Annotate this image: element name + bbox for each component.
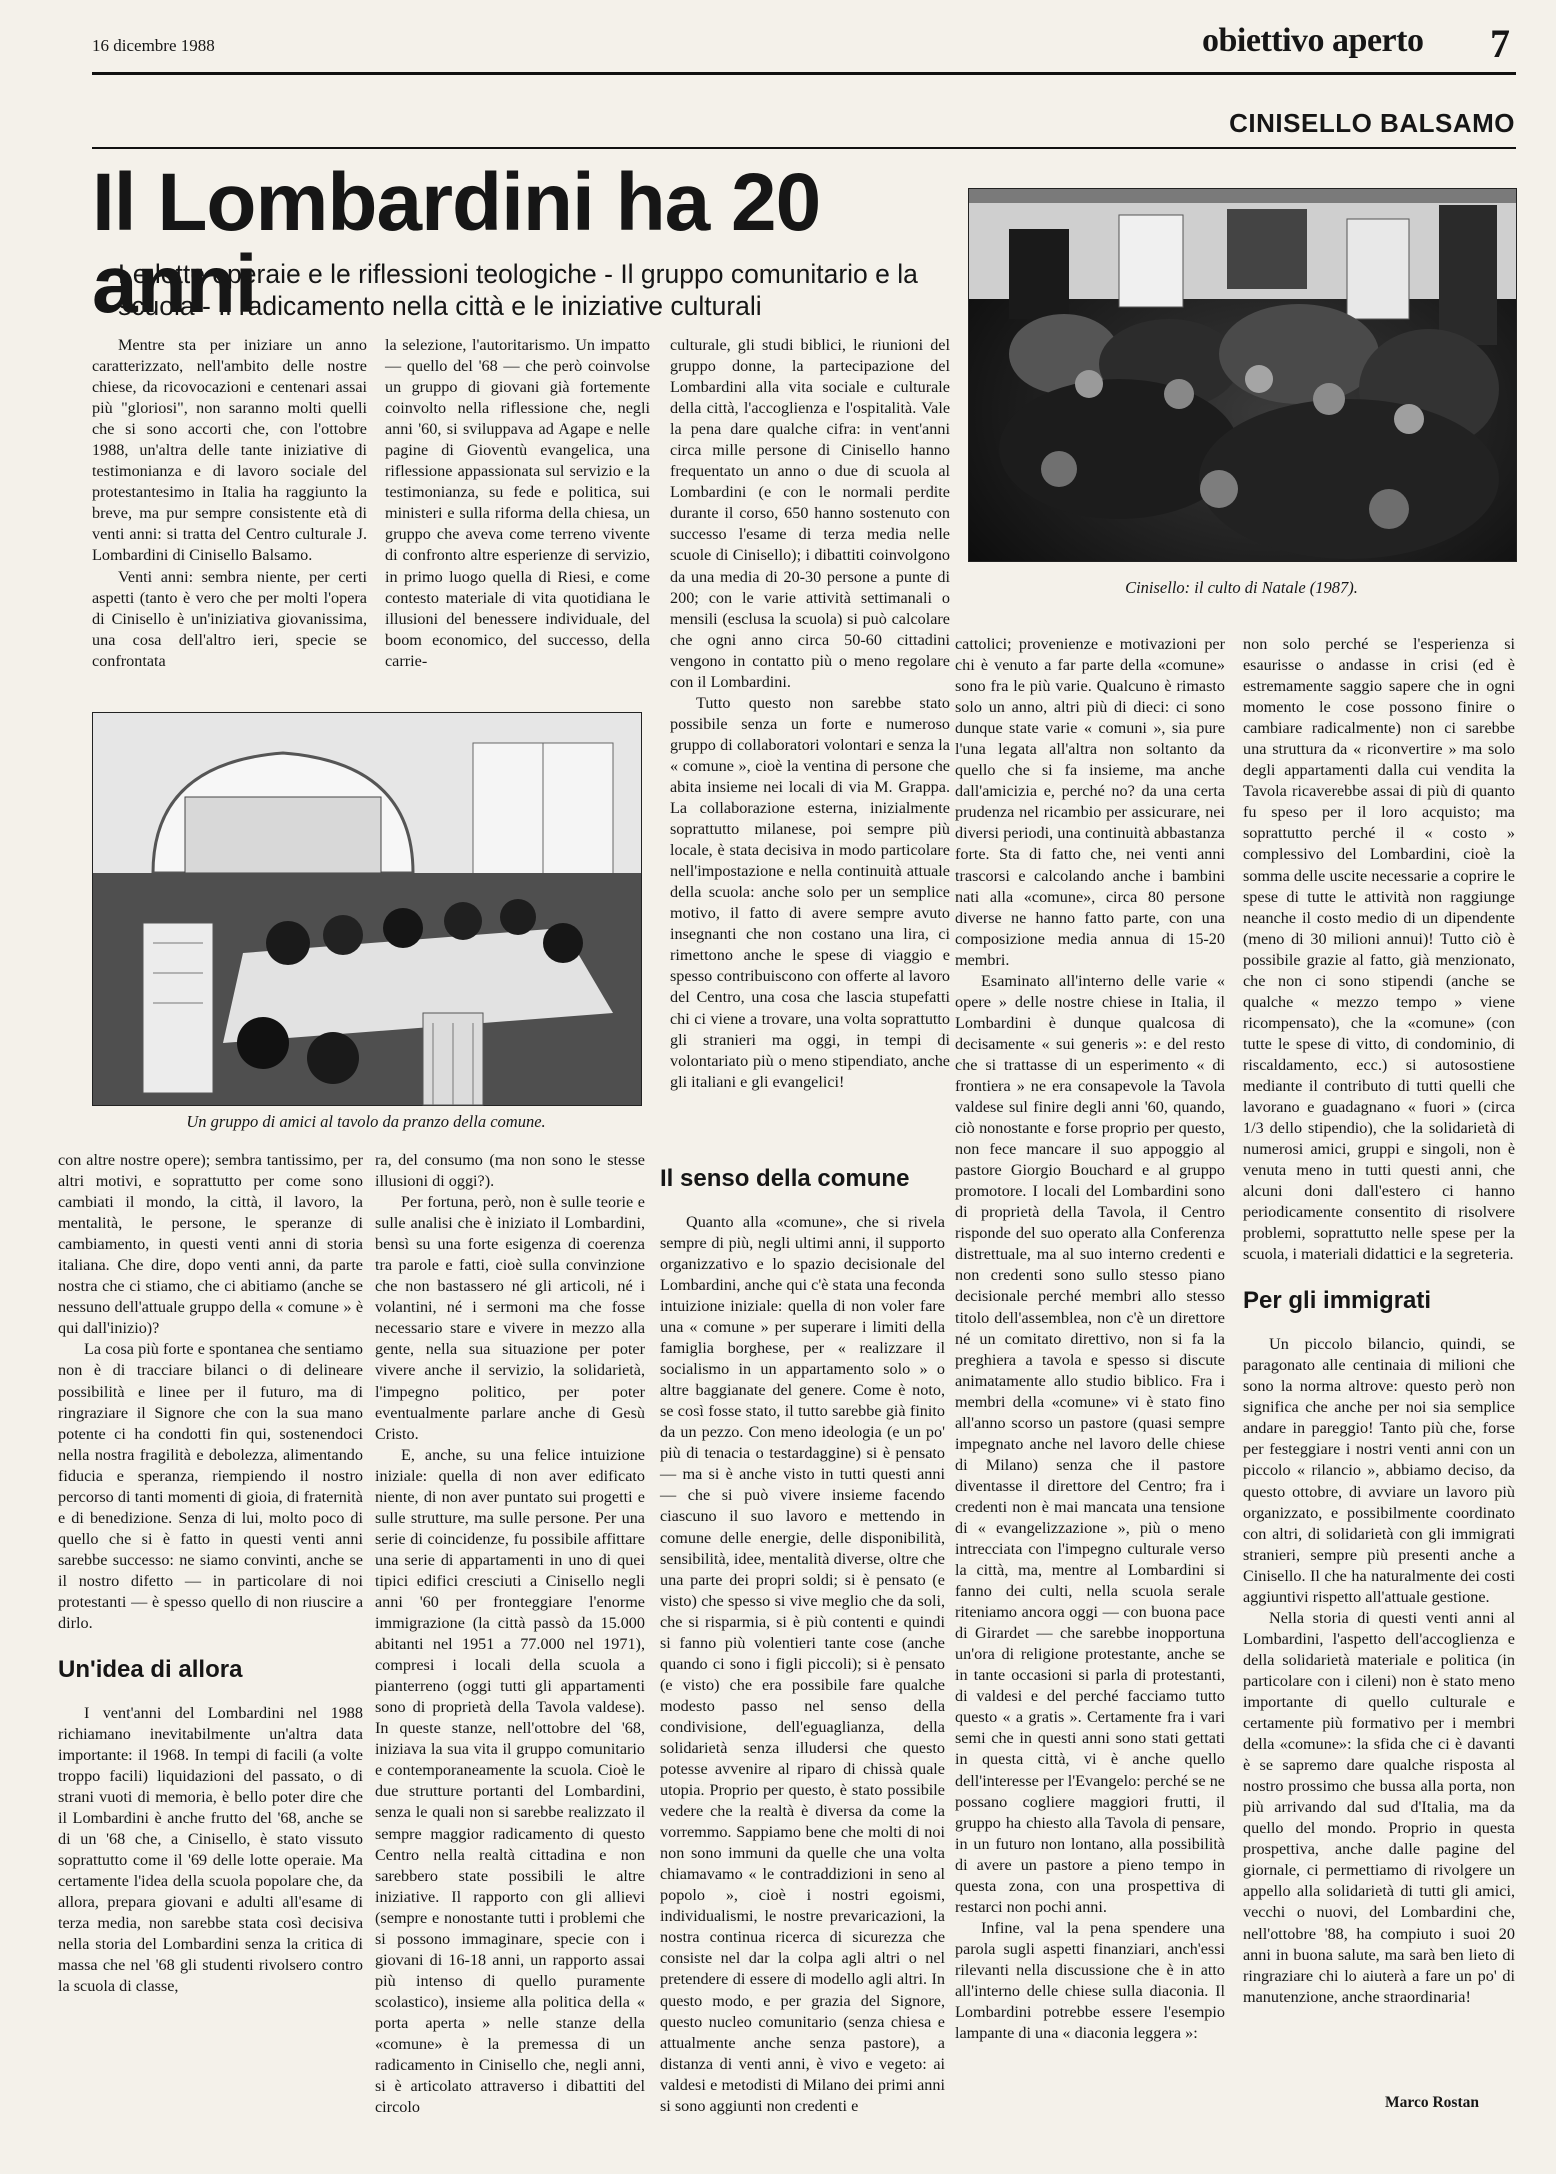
photo-caption-tavolo: Un gruppo di amici al tavolo da pranzo della comune. [186, 1112, 546, 1131]
article-paragraph: cattolici; provenienze e motivazioni per chi è venuto a far parte della «comune» sono fra le più varie. Qualcuno è rimasto solo un anno, altri più di dieci: ci sono dunque state varie « comuni », sia pure l'una legata all'altra non soltanto da quello che si fa insieme, ma anche dall'amicizia e, perché no? da una certa prudenza nel ricambio per assicurare, nei diversi periodi, una continuità abbastanza forte. Sta di fatto che, nei venti anni trascorsi e calcolando anche i bambini nati alla «comune», circa 80 persone diverse ne hanno fatto parte, con una composizione media annua di 15-20 membri. [955, 635, 1225, 969]
article-column-4 [955, 634, 1225, 2094]
article-paragraph: Venti anni: sembra niente, per certi aspetti (tanto è vero che per molti l'opera di Cinisello è un'iniziativa giovanissima, una cosa dell'altro ieri, specie se confrontata [92, 567, 367, 670]
subhead-senso-della-comune: Il senso della comune [660, 1165, 910, 1192]
article-column-2-top [385, 335, 650, 685]
headline: Il Lombardini ha 20 anni [92, 157, 821, 330]
article-column-5 [1243, 634, 1515, 2084]
photo-caption-culto: Cinisello: il culto di Natale (1987). [1125, 578, 1358, 597]
masthead-section-title: obiettivo aperto [1202, 22, 1424, 59]
article-column-1-bottom [58, 1150, 363, 2095]
article-column-3-top [670, 335, 950, 1155]
photo-culto-graphic [969, 189, 1516, 561]
section-kicker: CINISELLO BALSAMO [1229, 108, 1515, 138]
subhead-idea-di-allora: Un'idea di allora [58, 1656, 243, 1684]
masthead-date: 16 dicembre 1988 [92, 36, 215, 55]
article-paragraph: con altre nostre opere); sembra tantissimo, per altri motivi, e soprattutto per come sono cambiati il mondo, la città, il lavoro, la mentalità, le persone, le speranze di cambiamento, in questi venti anni di storia italiana. Che dire, dopo venti anni, da parte nostra che ci stiamo, che ci abitiamo (anche se nessuno dell'attuale gruppo della « comune » è qui dall'inizio)? [58, 1151, 363, 1338]
article-paragraph: I vent'anni del Lombardini nel 1988 richiamano inevitabilmente un'altra data importante: il 1968. In tempi di facili (a volte troppo facili) liquidazioni del passato, o di strani vuoti di memoria, è bello poter dire che il Lombardini è anche frutto del '68, anche se di un '68 che, a Cinisello, è stato vissuto soprattutto come il '69 delle lotte operaie. Ma certamente l'idea della scuola popolare che, da allora, prepara giovani e adulti all'esame di terza media, non sarebbe stata così decisiva nella storia del Lombardini senza la critica di massa che nel '68 gli studenti rivolsero contro la scuola di classe, [58, 1703, 363, 1996]
photo-culto-di-natale [968, 188, 1517, 562]
photo-tavolo-graphic [93, 713, 641, 1105]
article-column-3-bottom [660, 1165, 945, 2115]
article-paragraph: Mentre sta per iniziare un anno caratterizzato, nell'ambito delle nostre chiese, da ricovocazioni e centenari assai più "gloriosi", non saranno molti quelli che si sono accorti che, con l'ottobre 1988, un'altra delle tante iniziative di testimonianza e di lavoro sociale del protestantesimo in Italia ha raggiunto la breve, ma pur sempre consistente età di venti anni: si tratta del Centro culturale J. Lombardini di Cinisello Balsamo. [92, 336, 367, 565]
article-paragraph: Infine, val la pena spendere una parola sugli aspetti finanziari, anch'essi rilevanti nella discussione che è in atto all'interno delle chiese sulla diaconia. Il Lombardini potrebbe essere l'esempio lampante di una « diaconia leggera »: [955, 1918, 1225, 2043]
photo-tavolo-comune [92, 712, 642, 1106]
article-paragraph: non solo perché se l'esperienza si esaurisse o andasse in crisi (ed è estremamente saggio sapere che in ogni momento le cose possono finire o cambiare radicalmente) non ci sarebbe una struttura da « riconvertire » ma solo degli appartamenti dalla cui vendita la Tavola ricaverebbe assai di più di quanto fu speso per il loro acquisto; ma soprattutto perché il « costo » complessivo del Lombardini, cioè la somma delle uscite necessarie a coprire le spese di tutte le attività non raggiunge neanche il costo medio di un dipendente (meno di 30 milioni annui)! Tutto ciò è possibile grazie al fatto, già menzionato, che non ci sono stipendi (anche se qualche « mezzo tempo » viene ricompensato), che la «comune» (con tutte le spese di vitto, di condominio, di riscaldamento, ecc.) si autosostiene mediante il contributo di tutti quelli che lavorano e guadagnano « fuori » (circa 1/3 dello stipendio), che la solidarietà di numerosi amici, gruppi e singoli, non è venuta meno in tutti questi anni, che alcuni doni dall'estero ci hanno periodicamente consentito di risolvere problemi, soprattutto nelle spese per la scuola, i materiali didattici e la segreteria. [1243, 635, 1515, 1264]
deck: Le lotte operaie e le riflessioni teologiche - Il gruppo comunitario e la scuola - Il radicamento nella città e le iniziative culturali [118, 259, 918, 322]
page-number: 7 [1490, 21, 1510, 66]
article-paragraph: culturale, gli studi biblici, le riunioni del gruppo donne, la partecipazione del Lombardini alla vita sociale e culturale della città, l'accoglienza e l'ospitalità. Vale la pena dare qualche cifra: in vent'anni circa mille persone di Cinisello hanno frequentato un anno o due di scuola al Lombardini (e con le normali perdite durante il corso, 650 hanno sostenuto con successo l'esame di terza media nelle scuole di Cinisello); i dibattiti coinvolgono da una media di 20-30 persone a punte di 200; con le varie attività settimanali o mensili (esclusa la scuola) si può calcolare che ogni anno circa 50-60 cittadini vengono in contatto più o meno regolare con il Lombardini. [670, 336, 950, 691]
subhead-per-gli-immigrati: Per gli immigrati [1243, 1287, 1432, 1315]
article-column-1-top [92, 335, 367, 685]
article-paragraph: la selezione, l'autoritarismo. Un impatto — quello del '68 — che però coinvolse un gruppo di giovani già fortemente coinvolto nella riflessione che, negli anni '60, si sviluppava ad Agape e nelle pagine di Gioventù evangelica, una riflessione appassionata sul servizio e la testimonianza, su fede e politica, sui ministeri e sulla riforma della chiesa, un gruppo che aveva come terreno vivente di confronto altre esperienze di servizio, in primo luogo quella di Riesi, e come contesto materiale di vita quotidiana le illusioni del benessere individuale, del boom economico, del successo, della carrie- [385, 336, 650, 670]
article-paragraph: Esaminato all'interno delle varie « opere » delle nostre chiese in Italia, il Lombardini è dunque qualcosa di decisamente « sui generis »: e del resto che si trattasse di un esperimento « di frontiera » ne era consapevole la Tavola valdese sul finire degli anni '60, quando, ciò nonostante e forse proprio per questo, non fece mancare il suo appoggio al pastore Giorgio Bouchard e al gruppo promotore. I locali del Lombardini sono di proprietà della Tavola, il Centro risponde del suo operato alla Conferenza distrettuale, ma al suo interno credenti e non credenti sono sullo stesso piano decisionale perché membri allo stesso titolo dell'assemblea, non c'è un direttore né un comitato direttivo, non si fa la preghiera a tavola e spesso si discute animatamente allo studio biblico. Fra i membri della «comune» vi è stato fino all'anno scorso un pastore (quasi sempre impegnato anche nel lavoro delle chiese di Milano) senza che il pastore diventasse il direttore del Centro; fra i credenti non è mai mancata una tensione di « evangelizzazione », più o meno intrecciata con l'impegno culturale verso la città, ma, mentre al Lombardini si fanno dei culti, nella scuola serale riteniamo ancora oggi — con buona pace di Girardet — che sarebbe inopportuna un'ora di religione protestante, anche se in tante occasioni si parla di protestanti, di valdesi e del perché facciamo tutto questo « a gratis ». Certamente fra i vari semi che in questi anni sono stati gettati in questa città, vi è anche quello dell'interesse per l'Evangelo: perché se ne possano cogliere maggiori frutti, il gruppo ha chiesto alla Tavola di pensare, in un futuro non lontano, alla possibilità di avere un pastore a pieno tempo in questa zona, con una prospettiva di restarci non pochi anni. [955, 971, 1225, 1916]
article-paragraph: E, anche, su una felice intuizione iniziale: quella di non aver edificato niente, di non aver puntato sui progetti e sulle strutture, ma sulle persone. Per una serie di coincidenze, fu possibile affittare una serie di appartamenti in uno di quei tipici edifici cresciuti a Cinisello negli anni '60 per fronteggiare l'enorme immigrazione (la città passò da 15.000 abitanti nel 1951 a 77.000 nel 1971), compresi i locali della scuola a pianterreno (oggi tutti gli appartamenti sono di proprietà della Tavola valdese). In queste stanze, nell'ottobre del '68, iniziava la sua vita il gruppo comunitario e contemporaneamente la scuola. Cioè le due strutture portanti del Lombardini, senza le quali non si sarebbe realizzato il sempre maggior radicamento di questo Centro nella realtà cittadina e non sarebbero state possibili le altre iniziative. Il rapporto con gli allievi (sempre e nonostante tutti i problemi che si possono immaginare, specie con i giovani di 16-18 anni, un rapporto assai più intenso di quello puramente scolastico), insieme alla politica della « porta aperta » nelle stanze della «comune» è la premessa di un radicamento in Cinisello che, negli anni, si è articolato attraverso i dibattiti del circolo [375, 1445, 645, 2117]
article-paragraph: Un piccolo bilancio, quindi, se paragonato alle centinaia di milioni che sono la norma altrove: questo però non significa che anche per noi sia semplice andare in pareggio! Tanto più che, forse per festeggiare i nostri venti anni con un piccolo « rilancio », abbiamo deciso, da questo ottobre, di avviare un lavoro più organizzato, e possibilmente coordinato con altri, di solidarietà con gli immigrati stranieri, sempre più presenti anche a Cinisello. Il che ha naturalmente dei costi aggiuntivi rispetto all'attuale gestione. [1243, 1335, 1515, 1606]
article-paragraph: Per fortuna, però, non è sulle teorie e sulle analisi che è iniziato il Lombardini, bensì su una forte esigenza di coerenza tra parole e fatti, cioè sulla convinzione che non bastassero né gli articoli, né i volantini, né i sermoni ma che fosse necessario stare e vivere in mezzo alla gente, nella sua situazione per poter vivere anche il servizio, la solidarietà, l'impegno politico, per poter eventualmente parlare anche di Gesù Cristo. [375, 1193, 645, 1443]
article-paragraph: ra, del consumo (ma non sono le stesse illusioni di oggi?). [375, 1151, 645, 1191]
article-column-2-bottom [375, 1150, 645, 2117]
masthead-rule [92, 72, 1516, 75]
byline: Marco Rostan [1385, 2094, 1479, 2111]
article-paragraph: Quanto alla «comune», che si rivela sempre di più, negli ultimi anni, il supporto organizzativo e lo spazio decisionale del Lombardini, anche qui c'è stata una feconda intuizione iniziale: quella di non voler fare una « comune » per superare i limiti della famiglia borghese, per « realizzare il socialismo in un appartamento solo » o altre baggianate del genere. Come è noto, se così fosse stato, il tutto sarebbe già finito da un pezzo. Con meno ideologia (e un po' più di tenacia o testardaggine) si è pensato — ma si è anche visto in tutti questi anni — che si può vivere insieme facendo ciascuno il suo lavoro e mettendo in comune delle energie, delle disponibilità, sensibilità, idee, mentalità diverse, oltre che una parte dei propri soldi; si è pensato (e visto) che spesso si vive meglio che da soli, che si risparmia, si è più contenti e quindi si fanno più volentieri tante cose (anche quando ci sono i figli piccoli); si è pensato (e visto) che era possibile fare qualche modesto passo nel senso della condivisione, dell'eguaglianza, della solidarietà senza illudersi che questo potesse avvenire al riparo di chissà quale utopia. Proprio per questo, è stato possibile vedere che la realtà è diversa da come la vorremmo. Sappiamo bene che molti di noi non sono immuni da quelle che una volta chiamavamo « le contraddizioni in seno al popolo », cioè i nostri egoismi, individualismi, le nostre prevaricazioni, la nostra continua ricerca di sicurezza che consiste nel dar la colpa agli altri o nel pretendere di essere di modello agli altri. In questo modo, e per grazia del Signore, questo nucleo comunitario (senza chiesa e attualmente anche senza pastore), a distanza di venti anni, è vivo e vegeto: ai valdesi e metodisti di Milano dei primi anni si sono aggiunti non credenti e [660, 1212, 945, 2115]
article-paragraph: La cosa più forte e spontanea che sentiamo non è di tracciare bilanci o di delineare possibilità e linee per il futuro, ma di ringraziare il Signore che con la sua mano potente ci ha condotti fin qui, sostenendoci nella nostra fragilità e debolezza, alimentando fiducia e speranza, riempiendo il nostro percorso di tanti momenti di gioia, di fraternità e di benedizione. Senza di lui, molto poco di quello che si è fatto in questi venti anni sarebbe successo: ne siamo convinti, anche se il nostro difetto — in particolare di noi protestanti — è spesso quello di non riuscire a dirlo. [58, 1340, 363, 1633]
kicker-rule [92, 147, 1516, 149]
article-paragraph: Nella storia di questi venti anni al Lombardini, l'aspetto dell'accoglienza e della solidarietà materiale e politica (in particolare con i cileni) non è stato meno importante di quello culturale e certamente più formativo per i membri della «comune»: la sfida che ci è davanti è se sapremo dare qualche risposta al nostro prossimo che bussa alla porta, non più arrivando dal sud d'Italia, ma da quello del mondo. Proprio in questa prospettiva, anche dalle pagine del giornale, ci permettiamo di rivolgere un appello alla solidarietà di tutti gli amici, vecchi o nuovi, del Lombardini che, nell'ottobre '88, ha compiuto i suoi 20 anni in buona salute, ma sarà ben lieto di ringraziare chi lo aiuterà a fare un po' di manutenzione, anche straordinaria! [1243, 1608, 1515, 2006]
article-paragraph: Tutto questo non sarebbe stato possibile senza un forte e numeroso gruppo di collaboratori volontari e senza la « comune », cioè la ventina di persone che abita insieme nei locali di via M. Grappa. La collaborazione esterna, inizialmente soprattutto milanese, poi sempre più locale, è stata decisiva in modo particolare nell'impostazione e nella continuità attuale della scuola: anche solo per un semplice motivo, il fatto di avere sempre avuto insegnanti che non costano una lira, ci rimettono anche le spese di viaggio e spesso contribuiscono con offerte al lavoro del Centro, una cosa che lascia stupefatti chi ci viene a trovare, una volta soprattutto gli stranieri ma oggi, in tempi di volontariato più o meno stipendiato, anche gli italiani e gli evangelici! [670, 693, 950, 1091]
